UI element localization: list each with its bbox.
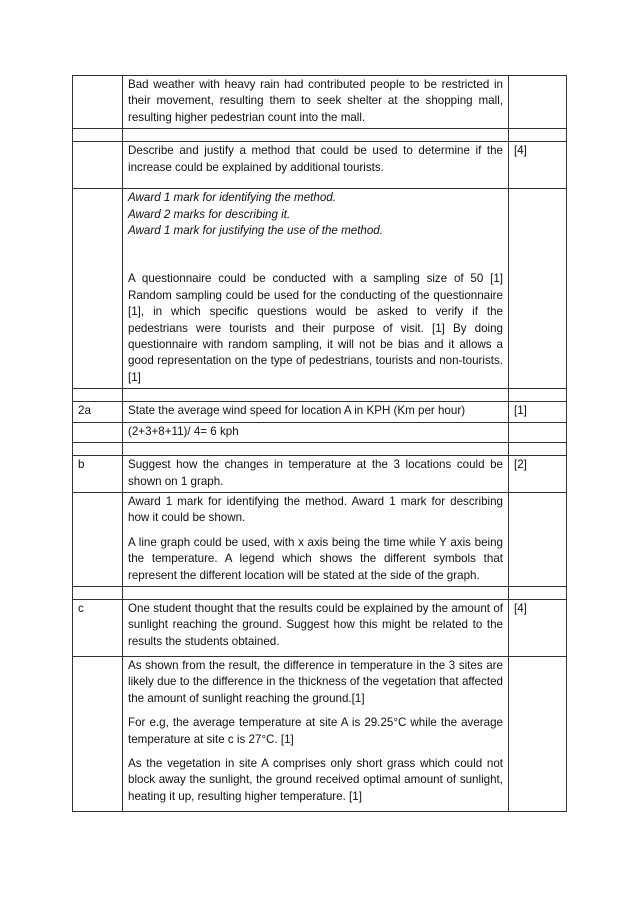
table-row (73, 422, 567, 442)
spacer-row (73, 129, 567, 142)
model-answer: A line graph could be used, with x axis being the time while Y axis being the temperature. A legend which shows the different symbols that represent the different location will be stated at the side of the graph. (128, 535, 503, 582)
award-line: Award 1 mark for justifying the use of the method. (128, 224, 383, 238)
spacer-row (73, 389, 567, 402)
spacer-row (73, 443, 567, 456)
award-line: Award 1 mark for identifying the method. Award 1 mark for describing how it could be shown. (128, 494, 503, 525)
answer-text: Bad weather with heavy rain had contributed people to be restricted in their movement, resulting them to seek shelter at the shopping mall, resulting higher pedestrian count into the mall. (123, 76, 509, 129)
table-row (73, 402, 567, 422)
table-row (73, 599, 567, 656)
spacer-row (73, 586, 567, 599)
question-label: 2a (73, 402, 123, 422)
mark-scheme-table (72, 75, 567, 812)
marks-cell: [2] (509, 456, 567, 493)
table-row (73, 492, 567, 586)
label-cell (73, 422, 123, 442)
label-cell (73, 189, 123, 389)
table-row (73, 189, 567, 389)
marks-cell (509, 189, 567, 389)
award-line: Award 1 mark for identifying the method. (128, 191, 336, 205)
marks-cell (509, 76, 567, 129)
question-text: Suggest how the changes in temperature at the 3 locations could be shown on 1 graph. (123, 456, 509, 493)
label-cell (73, 656, 123, 811)
answer-cell (123, 189, 509, 389)
table-row (73, 656, 567, 811)
label-cell (73, 76, 123, 129)
question-text: Describe and justify a method that could be used to determine if the increase could be explained by additional tourists. (123, 142, 509, 189)
model-answer: A questionnaire could be conducted with a sampling size of 50 [1] Random sampling could be used for the conducting of the questionnaire [1], in which specific questions would be asked to verify if the pedestrians were tourists and their purpose of visit. [1] By doing questionnaire with random sampling, it will not be bias and it allows a good representation on the type of pedestrians, tourists and non-tourists. [1] (128, 272, 503, 384)
question-label: c (73, 599, 123, 656)
answer-cell (123, 656, 509, 811)
marks-cell (509, 422, 567, 442)
model-answer: As shown from the result, the difference in temperature in the 3 sites are likely due to the difference in the thickness of the vegetation that affected the amount of sunlight reaching the ground.[1] (128, 658, 503, 705)
table-row (73, 76, 567, 129)
model-answer: For e.g, the average temperature at site A is 29.25°C while the average temperature at site c is 27°C. [1] (128, 716, 503, 746)
question-label: b (73, 456, 123, 493)
marks-cell: [4] (509, 599, 567, 656)
model-answer: As the vegetation in site A comprises only short grass which could not block away the sunlight, the ground received optimal amount of sunlight, heating it up, resulting higher temperature. [1] (128, 756, 503, 803)
label-cell (73, 142, 123, 189)
marks-cell (509, 492, 567, 586)
award-line: Award 2 marks for describing it. (128, 207, 291, 221)
table-row (73, 142, 567, 189)
marks-cell: [4] (509, 142, 567, 189)
answer-text: (2+3+8+11)/ 4= 6 kph (123, 422, 509, 442)
question-text: One student thought that the results could be explained by the amount of sunlight reaching the ground. Suggest how this might be related to the results the students obtained. (123, 599, 509, 656)
question-text: State the average wind speed for location A in KPH (Km per hour) (123, 402, 509, 422)
answer-cell (123, 492, 509, 586)
marks-cell (509, 656, 567, 811)
label-cell (73, 492, 123, 586)
marks-cell: [1] (509, 402, 567, 422)
table-row (73, 456, 567, 493)
